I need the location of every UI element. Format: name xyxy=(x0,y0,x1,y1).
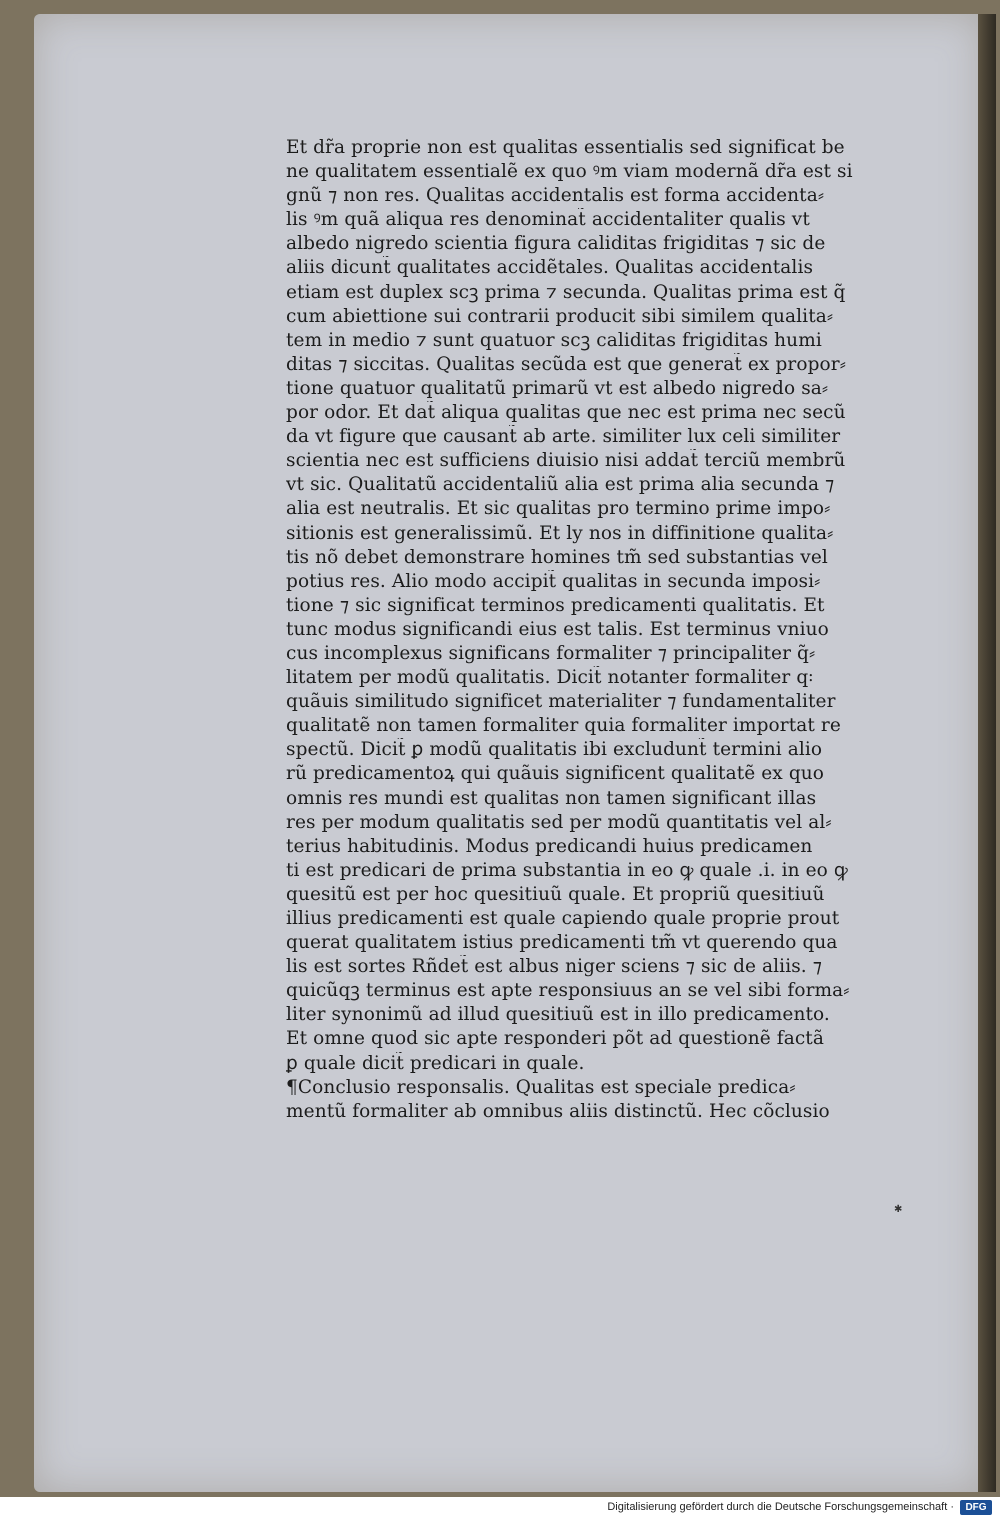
text-line: potius res. Alio modo accipit̃ qualitas in secunda imposi⸗ xyxy=(286,570,821,592)
text-line: por odor. Et dat̃ aliqua qualitas que nec est prima nec secũ xyxy=(286,402,846,424)
text-line: ¶Conclusio responsalis. Qualitas est speciale predica⸗ xyxy=(286,1076,796,1098)
text-line: tione ⁊ sic significat terminos predicamenti qualitatis. Et xyxy=(286,594,825,616)
text-line: ꝑ quale dicit̃ predicari in quale. xyxy=(286,1052,585,1074)
text-line: ditas ⁊ siccitas. Qualitas secũda est que generat̃ ex propor⸗ xyxy=(286,353,846,375)
text-line: tem in medio ⁊ sunt quatuor scꝫ caliditas frigiditas humi xyxy=(286,329,822,351)
text-line: lis ꝰm quã aliqua res denominat̃ accidentaliter qualis vt xyxy=(286,209,810,231)
footer-credit: Digitalisierung gefördert durch die Deutsche Forschungsgemeinschaft · xyxy=(607,1501,954,1513)
footer-bar xyxy=(0,1497,1000,1519)
text-line: Et omne quod sic apte responderi põt ad questionẽ factã xyxy=(286,1028,824,1050)
text-line: da vt figure que causant̃ ab arte. similiter lux celi similiter xyxy=(286,426,841,448)
text-line: ti est predicari de prima substantia in eo ꝙ quale .i. in eo ꝙ xyxy=(286,859,848,881)
body-text xyxy=(286,136,930,1124)
text-line: etiam est duplex scꝫ prima ⁊ secunda. Qualitas prima est q̃ xyxy=(286,281,846,303)
text-line: rũ predicamentoꝝ qui quãuis significent qualitatẽ ex quo xyxy=(286,763,825,785)
text-line: sitionis est generalissimũ. Et ly nos in diffinitione qualita⸗ xyxy=(286,522,834,544)
text-line: albedo nigredo scientia figura caliditas frigiditas ⁊ sic de xyxy=(286,233,826,255)
dfg-logo: DFG xyxy=(960,1500,992,1515)
text-line: scientia nec est sufficiens diuisio nisi addat̃ terciũ membrũ xyxy=(286,450,846,472)
text-line: quãuis similitudo significet materialiter ⁊ fundamentaliter xyxy=(286,691,836,713)
text-line: cum abiettione sui contrarii producit sibi similem qualita⸗ xyxy=(286,305,834,327)
text-line: ne qualitatem essentialẽ ex quo ꝰm viam modernã dr̃a est si xyxy=(286,161,853,183)
text-line: quesitũ est per hoc quesitiuũ quale. Et propriũ quesitiuũ xyxy=(286,883,825,905)
text-line: terius habitudinis. Modus predicandi huius predicamen xyxy=(286,835,813,857)
text-line: tis nõ debet demonstrare homines tm̃ sed substantias vel xyxy=(286,546,828,568)
text-line: qualitatẽ non tamen formaliter quia formaliter importat re xyxy=(286,715,841,737)
text-line: omnis res mundi est qualitas non tamen significant illas xyxy=(286,787,817,809)
page-speck: ✱ xyxy=(894,1204,903,1215)
text-line: alia est neutralis. Et sic qualitas pro termino prime impo⸗ xyxy=(286,498,831,520)
text-line: illius predicamenti est quale capiendo quale proprie prout xyxy=(286,908,840,929)
text-line: tunc modus significandi eius est talis. Est terminus vniuo xyxy=(286,618,829,640)
text-line: liter synonimũ ad illud quesitiuũ est in illo predicamento. xyxy=(286,1004,830,1026)
text-line: litatem per modũ qualitatis. Dicit̃ notanter formaliter q꞉ xyxy=(286,667,814,689)
text-line: tione quatuor qualitatũ primarũ vt est albedo nigredo sa⸗ xyxy=(286,377,829,399)
text-line: lis est sortes Rñdet̃ est albus niger sciens ⁊ sic de aliis. ⁊ xyxy=(286,956,823,978)
text-line: vt sic. Qualitatũ accidentaliũ alia est prima alia secunda ⁊ xyxy=(286,474,835,496)
text-line: cus incomplexus significans formaliter ⁊ principaliter q̃⸗ xyxy=(286,642,816,664)
text-line: res per modum qualitatis sed per modũ quantitatis vel al⸗ xyxy=(286,811,832,833)
text-line: Et dr̃a proprie non est qualitas essentialis sed significat be xyxy=(286,137,845,158)
text-line: mentũ formaliter ab omnibus aliis distinctũ. Hec cõclusio xyxy=(286,1100,830,1122)
text-line: aliis dicunt̃ qualitates accidẽtales. Qualitas accidentalis xyxy=(286,257,814,279)
text-line: quicũqꝫ terminus est apte responsiuus an se vel sibi forma⸗ xyxy=(286,980,850,1002)
text-line: gnũ ⁊ non res. Qualitas accidentalis est forma accidenta⸗ xyxy=(286,185,825,207)
text-line: spectũ. Dicit̃ ꝑ modũ qualitatis ibi excludunt̃ termini alio xyxy=(286,739,823,761)
text-line: querat qualitatem istius predicamenti tm̃ vt querendo qua xyxy=(286,932,838,954)
